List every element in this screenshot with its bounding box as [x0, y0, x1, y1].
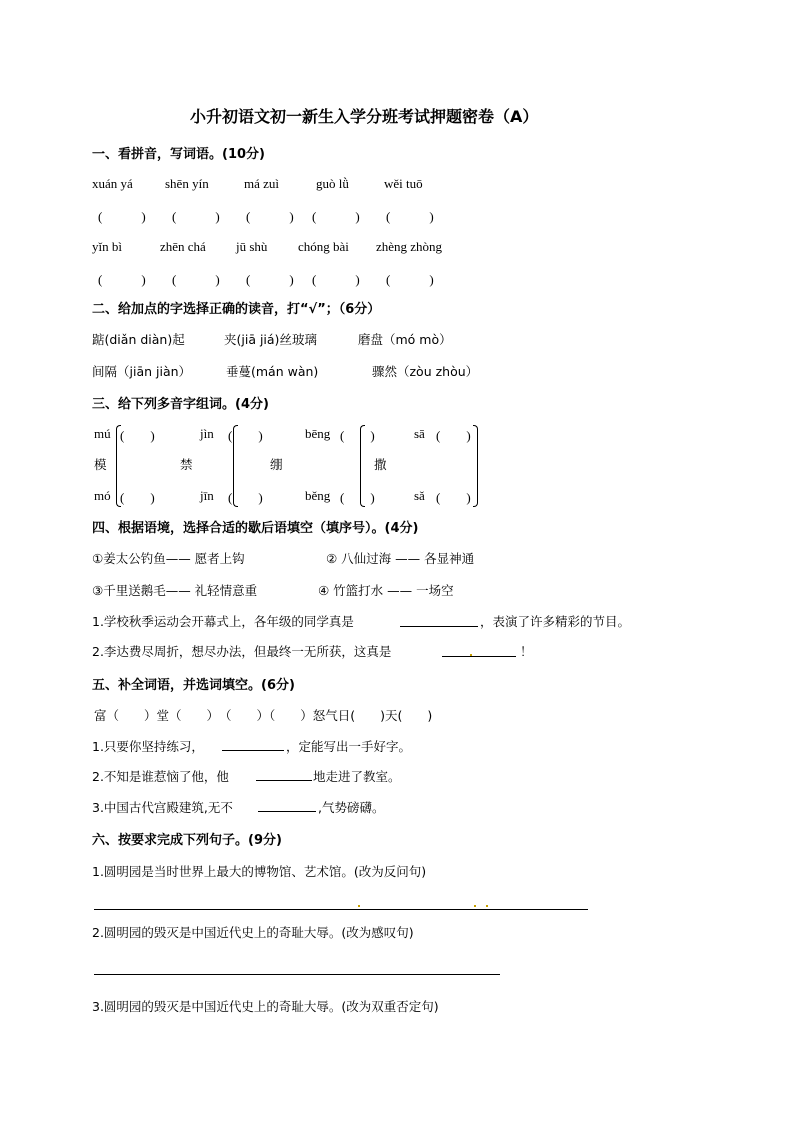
emphasis-dot — [486, 905, 488, 907]
question-3-text: 3.中国古代宫殿建筑,无不 — [92, 800, 233, 815]
bracket — [473, 425, 478, 507]
question-1-text: 1.只要你坚持练习， — [92, 739, 204, 754]
pinyin: mó — [94, 488, 111, 503]
pinyin: zhèng zhòng — [376, 239, 443, 254]
option-3: ③千里送鹅毛—— 礼轻情意重 — [92, 583, 258, 598]
answer-line[interactable] — [400, 626, 478, 627]
pinyin: zhēn chá — [160, 239, 206, 254]
reading-choice: 磨盘（mó mò） — [358, 332, 452, 347]
pinyin: chóng bài — [298, 239, 349, 254]
answer-blank[interactable]: ( ) — [386, 209, 434, 224]
polyphone-char: 绷 — [270, 457, 283, 472]
answer-blank[interactable]: ( ) — [172, 272, 220, 287]
answer-blank[interactable]: ( ) — [436, 490, 471, 505]
section-3-heading: 三、给下列多音字组词。(4分) — [92, 397, 269, 412]
polyphone-char: 模 — [94, 457, 107, 472]
question-2-text-end: 地走进了教室。 — [313, 769, 401, 784]
pinyin: jīn — [200, 488, 214, 503]
question-3-text-end: ,气势磅礴。 — [318, 800, 385, 815]
answer-blank[interactable]: ( ) — [312, 272, 360, 287]
answer-line[interactable] — [94, 909, 588, 910]
question-1-text-end: ，表演了许多精彩的节目。 — [480, 614, 631, 629]
section-2-heading: 二、给加点的字选择正确的读音，打“√”；（6分） — [92, 302, 381, 317]
answer-blank[interactable]: ( ) — [436, 428, 471, 443]
pinyin: shēn yín — [165, 176, 209, 191]
pinyin: jū shù — [236, 239, 268, 254]
question-3-text: 3.圆明园的毁灭是中国近代史上的奇耻大辱。(改为双重否定句) — [92, 999, 439, 1014]
word-completion: 富（ ）堂（ ） （ ）（ ）怒气日( )天( ) — [94, 708, 433, 723]
emphasis-dot — [358, 905, 360, 907]
answer-blank[interactable]: ( ) — [246, 272, 294, 287]
pinyin: bēng — [305, 426, 331, 441]
question-2-text: 2.李达费尽周折，想尽办法，但最终一无所获，这真是 — [92, 644, 392, 659]
reading-choice: 间隔（jiān jiàn） — [92, 364, 192, 379]
pinyin: má zuì — [244, 176, 280, 191]
pinyin: guò lǜ — [316, 176, 349, 191]
option-2: ② 八仙过海 —— 各显神通 — [326, 551, 475, 566]
question-2-text-end: ！ — [520, 644, 533, 659]
answer-blank[interactable]: ( ) — [246, 209, 294, 224]
emphasis-dot — [474, 905, 476, 907]
answer-blank[interactable]: ( ) — [98, 209, 146, 224]
section-1-heading: 一、看拼音，写词语。(10分) — [92, 147, 265, 162]
reading-choice: 骤然（zòu zhòu） — [372, 364, 479, 379]
pinyin: wěi tuō — [384, 176, 423, 191]
question-1-text: 1.圆明园是当时世界上最大的博物馆、艺术馆。(改为反问句) — [92, 864, 427, 879]
answer-line[interactable] — [256, 780, 312, 781]
answer-blank[interactable]: ( ) — [172, 209, 220, 224]
pinyin: xuán yá — [92, 176, 133, 191]
reading-choice: 垂蔓(mán wàn) — [226, 364, 319, 379]
page-title: 小升初语文初一新生入学分班考试押题密卷（A） — [190, 107, 539, 126]
question-2-text: 2.不知是谁惹恼了他，他 — [92, 769, 229, 784]
pinyin: jìn — [200, 426, 214, 441]
answer-blank[interactable]: ( ) — [312, 209, 360, 224]
answer-blank[interactable]: ( ) — [120, 428, 155, 443]
answer-line[interactable] — [442, 656, 516, 657]
answer-blank[interactable]: ( ) — [228, 490, 263, 505]
answer-blank[interactable]: ( ) — [340, 428, 375, 443]
answer-line[interactable] — [258, 811, 316, 812]
question-2-text: 2.圆明园的毁灭是中国近代史上的奇耻大辱。(改为感叹句) — [92, 925, 414, 940]
pinyin: mú — [94, 426, 111, 441]
polyphone-char: 撒 — [374, 457, 387, 472]
question-1-text-end: ，定能写出一手好字。 — [286, 739, 412, 754]
polyphone-char: 禁 — [180, 457, 193, 472]
option-4: ④ 竹篮打水 —— 一场空 — [318, 583, 454, 598]
reading-choice: 踮(diǎn diàn)起 — [92, 332, 185, 347]
emphasis-dot — [470, 654, 472, 656]
section-6-heading: 六、按要求完成下列句子。(9分) — [92, 833, 282, 848]
pinyin: běng — [305, 488, 331, 503]
section-4-heading: 四、根据语境，选择合适的歇后语填空（填序号）。(4分) — [92, 521, 419, 536]
question-1-text: 1.学校秋季运动会开幕式上，各年级的同学真是 — [92, 614, 354, 629]
section-5-heading: 五、补全词语，并选词填空。(6分) — [92, 678, 295, 693]
answer-line[interactable] — [94, 974, 500, 975]
answer-blank[interactable]: ( ) — [340, 490, 375, 505]
pinyin: sā — [414, 426, 425, 441]
pinyin: yǐn bì — [92, 239, 122, 254]
reading-choice: 夹(jiā jiá)丝玻璃 — [224, 332, 317, 347]
answer-blank[interactable]: ( ) — [228, 428, 263, 443]
answer-blank[interactable]: ( ) — [98, 272, 146, 287]
answer-blank[interactable]: ( ) — [386, 272, 434, 287]
pinyin: sǎ — [414, 488, 425, 503]
answer-line[interactable] — [222, 750, 284, 751]
answer-blank[interactable]: ( ) — [120, 490, 155, 505]
option-1: ①姜太公钓鱼—— 愿者上钩 — [92, 551, 245, 566]
